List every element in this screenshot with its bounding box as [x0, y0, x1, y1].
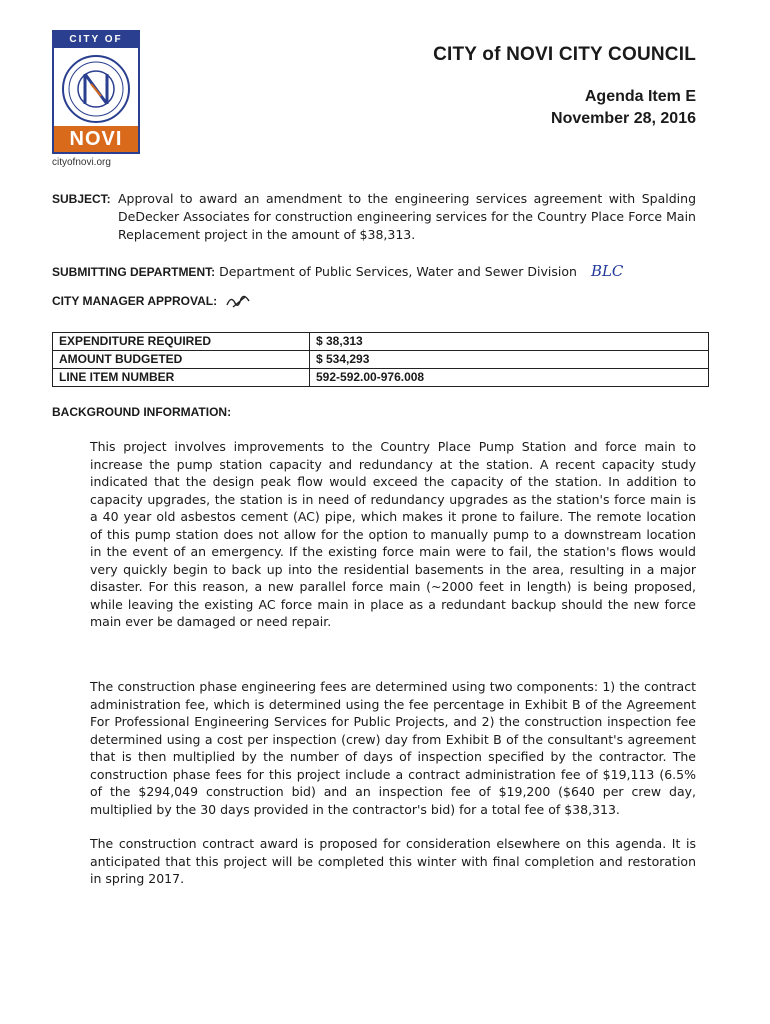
table-cell-value: 592-592.00-976.008 [310, 369, 709, 387]
subject-text: Approval to award an amendment to the engineering services agreement with Spalding DeDecker Associates for construction engineering services for the Country Place Force Main Replacement project in the amount of $38,313. [118, 191, 696, 242]
city-manager-approval [52, 292, 696, 311]
agenda-date: November 28, 2016 [551, 110, 696, 127]
manager-approval-label: CITY MANAGER APPROVAL: [52, 294, 218, 308]
logo-bottom-text: NOVI [54, 126, 138, 152]
budget-table [52, 332, 709, 387]
city-logo [52, 30, 142, 168]
table-cell-value: $ 534,293 [310, 351, 709, 369]
table-cell-label: EXPENDITURE REQUIRED [53, 333, 310, 351]
table-cell-label: LINE ITEM NUMBER [53, 369, 310, 387]
department-label: SUBMITTING DEPARTMENT: [52, 265, 216, 279]
submitting-department [52, 262, 696, 281]
subject-section [52, 190, 696, 244]
background-paragraph: The construction contract award is proposed for consideration elsewhere on this agenda. It is anticipated that this project will be completed this winter with final completion and restoration in spring 2017. [90, 836, 696, 886]
table-row [53, 351, 709, 369]
agenda-item: Agenda Item E [584, 88, 696, 105]
manager-signature-icon [225, 293, 251, 311]
table-cell-label: AMOUNT BUDGETED [53, 351, 310, 369]
subject-label: SUBJECT: [52, 192, 111, 206]
table-row [53, 333, 709, 351]
department-text: Department of Public Services, Water and Sewer Division [219, 264, 577, 279]
city-seal [52, 30, 140, 154]
logo-url: cityofnovi.org [52, 157, 111, 168]
department-initials: BLC [590, 262, 624, 280]
page-title: CITY of NOVI CITY COUNCIL [433, 44, 696, 65]
logo-top-text: CITY OF [54, 32, 138, 48]
background-paragraph: This project involves improvements to the Country Place Pump Station and force main to increase the pump station capacity and redundancy at the station. A recent capacity study indicated that the design peak flow would exceed the capacity of the station. In addition to capacity upgrades, the station is in need of redundancy upgrades as the station's force main is a 40 year old asbestos cement (AC) pipe, which makes it prone to failure. The remote location of this pump station does not allow for the option to manually pump to a downstream location in the event of an emergency. If the existing force main were to fail, the station's flows would very quickly begin to back up into the residential basements in the area, resulting in a major disaster. For this reason, a new parallel force main (~2000 feet in length) is being proposed, while leaving the existing AC force main in place as a redundant backup should the new force main ever be damaged or need repair. [90, 439, 696, 629]
background-paragraph: The construction phase engineering fees are determined using two components: 1) the contract administration fee, which is determined using the fee percentage in Exhibit B of the Agreement For Professional Engineering Services for Public Projects, and 2) the construction inspection fee determined using a cost per inspection (crew) day from Exhibit B of the consultant's agreement that is then multiplied by the number of days of inspection specified by the contractor. The construction phase fees for this project include a contract administration fee of $19,113 (6.5% of the $294,049 construction bid) and an inspection fee of $19,200 ($640 per crew day, multiplied by the 30 days provided in the contractor's bid) for a total fee of $38,313. [90, 679, 696, 817]
seal-emblem-icon [61, 54, 131, 124]
table-row [53, 369, 709, 387]
background-heading: BACKGROUND INFORMATION: [52, 405, 232, 419]
table-cell-value: $ 38,313 [310, 333, 709, 351]
